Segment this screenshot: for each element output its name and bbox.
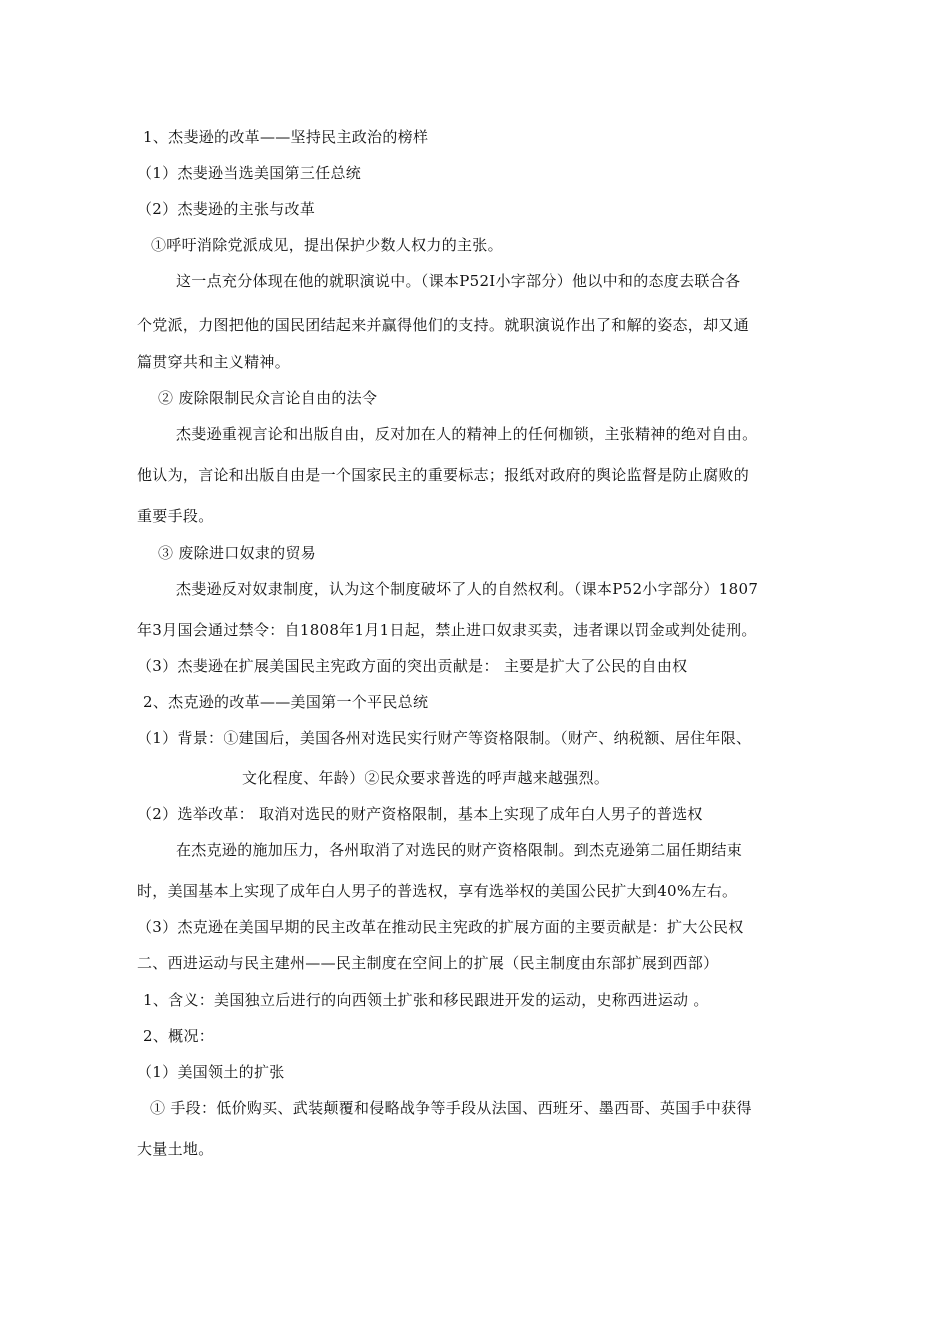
paragraph-line: 文化程度、年龄）②民众要求普选的呼声越来越强烈。: [242, 769, 610, 787]
paragraph-line: 重要手段。: [137, 507, 214, 525]
paragraph-line: 这一点充分体现在他的就职演说中。（课本P52I小字部分）他以中和的态度去联合各: [176, 272, 741, 290]
list-item: ③ 废除进口奴隶的贸易: [158, 544, 317, 562]
subsection-heading: （1）背景：①建国后，美国各州对选民实行财产等资格限制。（财产、纳税额、居住年限、: [137, 729, 752, 747]
subsection-heading: （3）杰克逊在美国早期的民主改革在推动民主宪政的扩展方面的主要贡献是：扩大公民权: [137, 918, 744, 936]
section-heading: 2、杰克逊的改革——美国第一个平民总统: [143, 693, 429, 711]
list-item: ① 手段：低价购买、武装颠覆和侵略战争等手段从法国、西班牙、墨西哥、英国手中获得: [150, 1099, 752, 1117]
subsection-heading: （2）选举改革： 取消对选民的财产资格限制，基本上实现了成年白人男子的普选权: [137, 805, 703, 823]
section-heading: 1、杰斐逊的改革——坚持民主政治的榜样: [143, 128, 429, 146]
section-heading: 1、含义：美国独立后进行的向西领土扩张和移民跟进开发的运动，史称西进运动 。: [143, 991, 709, 1009]
paragraph-line: 时，美国基本上实现了成年白人男子的普选权，享有选举权的美国公民扩大到40%左右。: [137, 882, 738, 900]
subsection-heading: （3）杰斐逊在扩展美国民主宪政方面的突出贡献是： 主要是扩大了公民的自由权: [137, 657, 688, 675]
paragraph-line: 他认为，言论和出版自由是一个国家民主的重要标志；报纸对政府的舆论监督是防止腐败的: [137, 466, 750, 484]
paragraph-line: 在杰克逊的施加压力，各州取消了对选民的财产资格限制。到杰克逊第二届任期结束: [176, 841, 743, 859]
chapter-heading: 二、西进运动与民主建州——民主制度在空间上的扩展（民主制度由东部扩展到西部）: [137, 954, 719, 972]
paragraph-line: 杰斐逊反对奴隶制度，认为这个制度破坏了人的自然权利。（课本P52小字部分）1807: [176, 580, 759, 598]
subsection-heading: （2）杰斐逊的主张与改革: [137, 200, 316, 218]
paragraph-line: 个党派，力图把他的国民团结起来并赢得他们的支持。就职演说作出了和解的姿态，却又通: [137, 316, 750, 334]
list-item: ①呼吁消除党派成见，提出保护少数人权力的主张。: [151, 236, 503, 254]
paragraph-line: 大量土地。: [137, 1140, 214, 1158]
section-heading: 2、概况：: [143, 1027, 215, 1045]
subsection-heading: （1）美国领土的扩张: [137, 1063, 285, 1081]
paragraph-line: 年3月国会通过禁令：自1808年1月1日起，禁止进口奴隶买卖，违者课以罚金或判处徒刑。: [137, 621, 757, 639]
list-item: ② 废除限制民众言论自由的法令: [158, 389, 378, 407]
paragraph-line: 篇贯穿共和主义精神。: [137, 353, 291, 371]
paragraph-line: 杰斐逊重视言论和出版自由，反对加在人的精神上的任何枷锁，主张精神的绝对自由。: [176, 425, 758, 443]
subsection-heading: （1）杰斐逊当选美国第三任总统: [137, 164, 362, 182]
